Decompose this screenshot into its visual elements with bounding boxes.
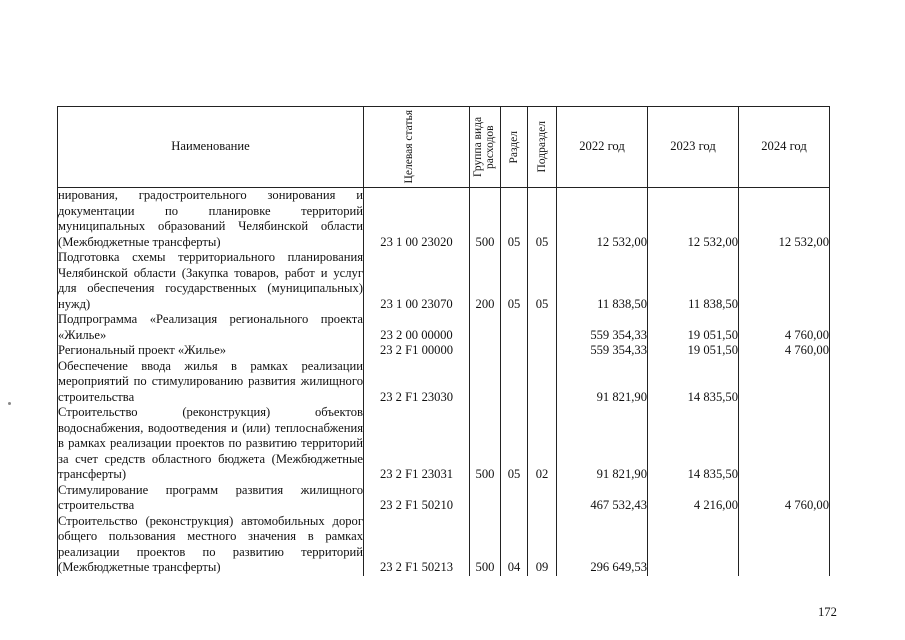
row-amount-2022: 559 354,33 [557,312,648,343]
row-name: Строительство (реконструкция) объектов водоснабжения, водоотведения и (или) теплоснабжения в рамках реализации проектов по развитию территорий за счет средств областного бюджета (Межбюджетные трансферты) [58,405,363,481]
row-amount-2022: 91 821,90 [557,359,648,406]
table-row [58,359,830,406]
row-amount-2022: 12 532,00 [557,188,648,251]
table-row [58,514,830,576]
row-section [501,483,528,514]
table-row [58,343,830,359]
row-subsection [528,312,557,343]
row-subsection: 09 [528,514,557,576]
row-section: 05 [501,188,528,251]
row-name: Региональный проект «Жилье» [58,343,364,359]
header-expense-group: Группа вида расходов [470,107,501,188]
row-name: Подготовка схемы территориального планирования Челябинской области (Закупка товаров, работ и услуг для обеспечения государственных (муниципальных) нужд) [58,250,363,311]
row-expense-group [470,359,501,406]
row-amount-2024: 4 760,00 [739,312,830,343]
row-amount-2023: 14 835,50 [648,405,739,483]
row-amount-2024: 4 760,00 [739,483,830,514]
row-subsection: 05 [528,250,557,312]
row-amount-2022: 91 821,90 [557,405,648,483]
row-expense-group: 500 [470,514,501,576]
table-row [58,405,830,483]
row-subsection [528,343,557,359]
row-section: 05 [501,250,528,312]
row-name: Строительство (реконструкция) автомобильных дорог общего пользования местного значения в рамках реализации проектов по развитию территорий (Межбюджетные трансферты) [58,513,363,574]
row-amount-2024 [739,359,830,406]
row-subsection: 02 [528,405,557,483]
row-section: 04 [501,514,528,576]
row-amount-2023: 19 051,50 [648,343,739,359]
table-row [58,250,830,312]
row-amount-2023: 19 051,50 [648,312,739,343]
header-year-2023: 2023 год [648,107,739,188]
row-amount-2024 [739,250,830,312]
row-section [501,343,528,359]
row-expense-group: 200 [470,250,501,312]
header-name: Наименование [58,107,364,188]
row-amount-2022: 467 532,43 [557,483,648,514]
row-subsection [528,483,557,514]
row-section [501,312,528,343]
row-amount-2023: 14 835,50 [648,359,739,406]
row-subsection [528,359,557,406]
row-expense-group [470,483,501,514]
table-row [58,483,830,514]
header-subsection: Подраздел [528,107,557,188]
header-year-2022: 2022 год [557,107,648,188]
budget-table [57,106,830,576]
row-target-article: 23 1 00 23020 [364,188,470,251]
header-year-2024: 2024 год [739,107,830,188]
table-row [58,188,830,251]
table-header-row [58,107,830,188]
row-target-article: 23 2 F1 50210 [364,483,470,514]
page-number: 172 [818,605,837,619]
row-amount-2022: 11 838,50 [557,250,648,312]
row-name: Подпрограмма «Реализация регионального проекта «Жилье» [58,312,363,342]
row-amount-2022: 296 649,53 [557,514,648,576]
row-amount-2024 [739,405,830,483]
row-amount-2022: 559 354,33 [557,343,648,359]
row-amount-2024 [739,514,830,576]
row-amount-2023: 12 532,00 [648,188,739,251]
row-target-article: 23 1 00 23070 [364,250,470,312]
scan-mark [8,402,11,405]
row-target-article: 23 2 F1 23031 [364,405,470,483]
row-target-article: 23 2 F1 50213 [364,514,470,576]
row-target-article: 23 2 00 00000 [364,312,470,343]
row-section [501,359,528,406]
row-expense-group [470,343,501,359]
row-name: нирования, градостроительного зонирования и документации по планировке территорий муниципальных образований Челябинской области (Межбюджетные трансферты) [58,188,363,249]
row-amount-2023: 11 838,50 [648,250,739,312]
row-expense-group [470,312,501,343]
row-expense-group: 500 [470,188,501,251]
row-expense-group: 500 [470,405,501,483]
row-subsection: 05 [528,188,557,251]
row-amount-2024: 4 760,00 [739,343,830,359]
row-name: Стимулирование программ развития жилищного строительства [58,482,363,512]
row-target-article: 23 2 F1 00000 [364,343,470,359]
row-target-article: 23 2 F1 23030 [364,359,470,406]
header-target-article: Целевая статья [364,107,470,188]
row-amount-2023 [648,514,739,576]
table-row [58,312,830,343]
header-section: Раздел [501,107,528,188]
row-name: Обеспечение ввода жилья в рамках реализации мероприятий по стимулированию развития жилищного строительства [58,358,363,404]
row-amount-2023: 4 216,00 [648,483,739,514]
row-amount-2024: 12 532,00 [739,188,830,251]
row-section: 05 [501,405,528,483]
